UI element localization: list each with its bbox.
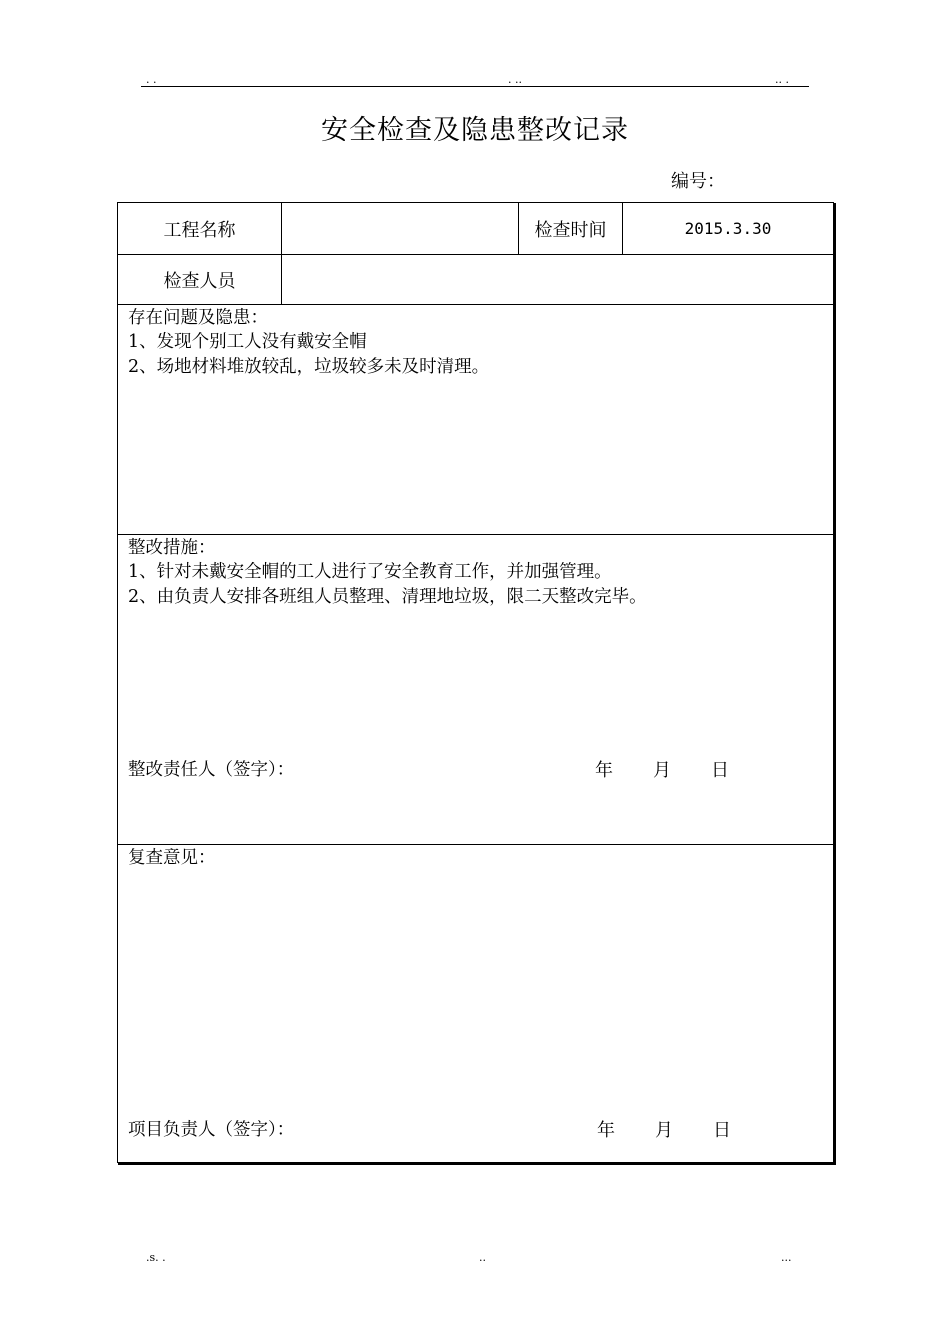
measures-heading: 整改措施：	[128, 538, 216, 558]
header-dots-center: . ..	[508, 73, 522, 86]
measure-item: 2、由负责人安排各班组人员整理、清理地垃圾，限二天整改完毕。	[128, 587, 647, 607]
footer-dots-right: ...	[781, 1251, 792, 1264]
issues-heading: 存在问题及隐患：	[128, 308, 268, 328]
header-rule	[141, 86, 809, 87]
check-time-label: 检查时间	[534, 219, 607, 241]
footer-dots-left: .s. .	[146, 1251, 166, 1264]
inspector-label: 检查人员	[163, 270, 236, 292]
row-divider	[118, 844, 833, 845]
review-date-year: 年	[597, 1120, 615, 1141]
measure-item: 1、针对未戴安全帽的工人进行了安全教育工作，并加强管理。	[128, 562, 612, 582]
rectification-date-day: 日	[711, 760, 729, 781]
rectification-date-year: 年	[595, 760, 613, 781]
header-dots-right: .. .	[775, 73, 789, 86]
row-divider	[118, 304, 833, 305]
rectification-signer-label: 整改责任人（签字）：	[128, 760, 295, 780]
row-divider	[118, 534, 833, 535]
serial-number-label: 编号：	[671, 171, 725, 192]
footer-dots-center: ..	[479, 1251, 486, 1264]
header-dots-left: . .	[146, 73, 157, 86]
review-heading: 复查意见：	[128, 848, 216, 868]
document-title: 安全检查及隐患整改记录	[321, 115, 629, 146]
project-name-label: 工程名称	[163, 219, 236, 241]
check-time-value[interactable]: 2015.3.30	[684, 219, 772, 238]
rectification-date-month: 月	[653, 760, 671, 781]
project-manager-signer-label: 项目负责人（签字）：	[128, 1120, 295, 1140]
review-date-month: 月	[655, 1120, 673, 1141]
inspection-form-table	[117, 202, 834, 1163]
table-shadow-right	[834, 203, 836, 1165]
project-name-field[interactable]	[282, 203, 518, 254]
issue-item: 2、场地材料堆放较乱，垃圾较多未及时清理。	[128, 357, 490, 377]
table-shadow-bottom	[118, 1163, 836, 1165]
issue-item: 1、发现个别工人没有戴安全帽	[128, 332, 367, 352]
review-date-day: 日	[713, 1120, 731, 1141]
inspector-field[interactable]	[282, 255, 833, 304]
